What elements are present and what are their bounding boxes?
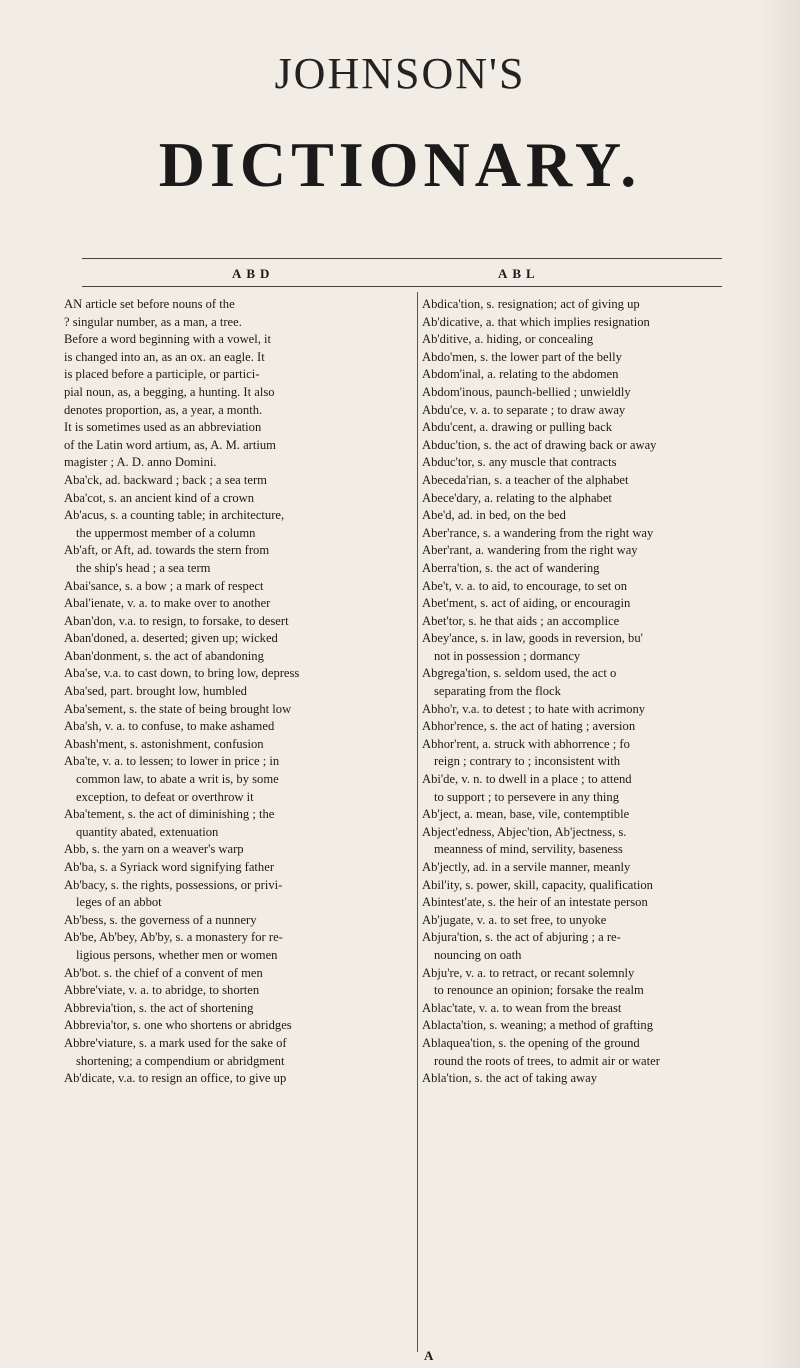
dictionary-entry: Ab'ba, s. a Syriack word signifying father	[64, 860, 275, 874]
entry-continuation: meanness of mind, servility, baseness	[434, 842, 623, 857]
dictionary-entry: Aba'sh, v. a. to confuse, to make ashamed	[64, 719, 275, 734]
dictionary-entry: Ablaquea'tion, s. the opening of the ground	[422, 1035, 640, 1050]
dictionary-entry: Ab'aft, or Aft, ad. towards the stern from	[64, 543, 270, 558]
dictionary-entry: Abho'r, v.a. to detest ; to hate with acrimony	[422, 701, 646, 716]
dictionary-entry: Aban'donment, s. the act of abandoning	[64, 648, 264, 663]
dictionary-entry: Abdom'inous, paunch-bellied ; unwieldly	[422, 384, 631, 399]
entry-continuation: the ship's head ; a sea term	[76, 560, 211, 575]
dictionary-entry: Aba'ck, ad. backward ; back ; a sea term	[64, 472, 267, 487]
dictionary-entry: Abject'edness, Abjec'tion, Ab'jectness, s.	[422, 824, 627, 839]
dictionary-entry: Aba'sed, part. brought low, humbled	[64, 684, 247, 699]
dictionary-entry: Abe't, v. a. to aid, to encourage, to set on	[422, 578, 627, 593]
dictionary-entry: Abash'ment, s. astonishment, confusion	[64, 736, 264, 751]
dictionary-entry: Ab'bacy, s. the rights, possessions, or privi-	[64, 877, 283, 892]
dictionary-entry: Abbre'viature, s. a mark used for the sake of	[64, 1035, 287, 1050]
entry-continuation: shortening; a compendium or abridgment	[76, 1053, 285, 1068]
dictionary-entry: Abju're, v. a. to retract, or recant solemnly	[422, 965, 635, 980]
entry-continuation: leges of an abbot	[76, 895, 162, 910]
entry-continuation: round the roots of trees, to admit air or water	[434, 1053, 660, 1068]
dictionary-entry: Abla'tion, s. the act of taking away	[422, 1071, 598, 1086]
left-column	[64, 296, 414, 1088]
dictionary-entry: Ablac'tate, v. a. to wean from the breast	[422, 1000, 622, 1015]
dictionary-entry: Aber'rance, s. a wandering from the right way	[422, 525, 654, 540]
dictionary-entry: Ablacta'tion, s. weaning; a method of grafting	[422, 1018, 653, 1033]
dictionary-entry: magister ; A. D. anno Domini.	[64, 455, 217, 470]
title-dictionary: DICTIONARY.	[158, 129, 642, 200]
dictionary-entry: Abi'de, v. n. to dwell in a place ; to attend	[422, 772, 632, 787]
dictionary-entry: Abet'ment, s. act of aiding, or encouragin	[422, 596, 631, 611]
dictionary-entry: Abece'dary, a. relating to the alphabet	[422, 490, 612, 505]
entry-continuation: quantity abated, extenuation	[76, 824, 219, 839]
dictionary-entry: Abdica'tion, s. resignation; act of giving up	[422, 297, 640, 311]
column-divider	[417, 292, 418, 1352]
dictionary-entry: ? singular number, as a man, a tree.	[64, 314, 242, 329]
dictionary-entry: Aba'te, v. a. to lessen; to lower in price ; in	[64, 754, 280, 769]
dictionary-entry: Ab'ditive, a. hiding, or concealing	[422, 332, 594, 347]
right-column	[422, 296, 754, 1088]
dictionary-entry: Aber'rant, a. wandering from the right way	[422, 543, 638, 558]
dictionary-entry: Abduc'tion, s. the act of drawing back or away	[422, 437, 657, 452]
dictionary-entry: Ab'be, Ab'bey, Ab'by, s. a monastery for re-	[64, 930, 283, 945]
dictionary-entry: Aba'se, v.a. to cast down, to bring low, depress	[64, 666, 300, 681]
entry-continuation: separating from the flock	[434, 684, 561, 699]
entry-continuation: exception, to defeat or overthrow it	[76, 789, 254, 804]
dictionary-entry: Ab'bess, s. the governess of a nunnery	[64, 912, 257, 927]
dictionary-entry: Ab'dicate, v.a. to resign an office, to give up	[64, 1071, 287, 1086]
dictionary-entry: Abhor'rence, s. the act of hating ; aversion	[422, 719, 636, 734]
entry-continuation: reign ; contrary to ; inconsistent with	[434, 754, 621, 769]
dictionary-entry: Abal'ienate, v. a. to make over to another	[64, 596, 271, 611]
dictionary-entry: Abeceda'rian, s. a teacher of the alphabet	[422, 472, 629, 487]
dictionary-entry: Abhor'rent, a. struck with abhorrence ; fo	[422, 736, 630, 751]
entry-continuation: to support ; to persevere in any thing	[434, 789, 620, 804]
title-johnsons: JOHNSON'S	[274, 49, 526, 98]
dictionary-entry: Aban'don, v.a. to resign, to forsake, to desert	[64, 613, 289, 628]
dictionary-entry: is changed into an, as an ox. an eagle. It	[64, 349, 265, 364]
entry-continuation: not in possession ; dormancy	[434, 648, 581, 663]
dictionary-entry: pial noun, as, a begging, a hunting. It also	[64, 384, 275, 399]
dictionary-entry: Before a word beginning with a vowel, it	[64, 332, 272, 347]
top-rule	[82, 258, 722, 259]
dictionary-entry: Ab'bot. s. the chief of a convent of men	[64, 965, 263, 980]
page-edge-shadow	[760, 0, 800, 1368]
dictionary-entry: It is sometimes used as an abbreviation	[64, 420, 262, 435]
dictionary-entry: of the Latin word artium, as, A. M. artium	[64, 437, 276, 452]
signature-mark: A	[424, 1348, 434, 1363]
dictionary-entry: Abai'sance, s. a bow ; a mark of respect	[64, 578, 264, 593]
entry-continuation: ligious persons, whether men or women	[76, 947, 278, 962]
running-head-right: ABL	[498, 266, 540, 281]
dictionary-entry: Aberra'tion, s. the act of wandering	[422, 560, 600, 575]
entry-continuation: the uppermost member of a column	[76, 525, 256, 540]
dictionary-entry: Abet'tor, s. he that aids ; an accomplice	[422, 613, 620, 628]
dictionary-entry: Abdom'inal, a. relating to the abdomen	[422, 367, 619, 382]
dictionary-entry: Aban'doned, a. deserted; given up; wicked	[64, 631, 278, 646]
dictionary-entry: Abb, s. the yarn on a weaver's warp	[64, 842, 244, 857]
header-rule	[82, 286, 722, 287]
dictionary-entry: Abil'ity, s. power, skill, capacity, qualification	[422, 877, 653, 892]
dictionary-entry: Ab'ject, a. mean, base, vile, contemptible	[422, 807, 630, 822]
dictionary-entry: denotes proportion, as, a year, a month.	[64, 402, 263, 417]
dictionary-entry: Aba'cot, s. an ancient kind of a crown	[64, 490, 255, 505]
dictionary-entry: Abbrevia'tor, s. one who shortens or abridges	[64, 1018, 292, 1033]
dictionary-entry: AN article set before nouns of the	[64, 297, 235, 311]
dictionary-entry: Ab'jectly, ad. in a servile manner, meanly	[422, 860, 631, 874]
dictionary-entry: is placed before a participle, or partici-	[64, 367, 260, 382]
dictionary-entry: Abintest'ate, s. the heir of an intestate person	[422, 895, 648, 910]
dictionary-entry: Abbrevia'tion, s. the act of shortening	[64, 1000, 254, 1015]
dictionary-entry: Ab'dicative, a. that which implies resignation	[422, 314, 650, 329]
dictionary-entry: Aba'sement, s. the state of being brought low	[64, 701, 292, 716]
dictionary-entry: Abdu'ce, v. a. to separate ; to draw away	[422, 402, 626, 417]
entry-continuation: common law, to abate a writ is, by some	[76, 772, 279, 787]
dictionary-entry: Abbre'viate, v. a. to abridge, to shorten	[64, 983, 260, 998]
dictionary-entry: Abgrega'tion, s. seldom used, the act o	[422, 666, 617, 681]
running-head-left: ABD	[232, 266, 275, 281]
dictionary-entry: Abdu'cent, a. drawing or pulling back	[422, 420, 613, 435]
dictionary-entry: Ab'jugate, v. a. to set free, to unyoke	[422, 912, 607, 927]
dictionary-entry: Abe'd, ad. in bed, on the bed	[422, 508, 566, 523]
dictionary-entry: Abduc'tor, s. any muscle that contracts	[422, 455, 617, 470]
entry-continuation: to renounce an opinion; forsake the realm	[434, 983, 644, 998]
dictionary-entry: Abjura'tion, s. the act of abjuring ; a re-	[422, 930, 621, 945]
dictionary-entry: Abey'ance, s. in law, goods in reversion, bu'	[422, 631, 643, 646]
dictionary-entry: Aba'tement, s. the act of diminishing ; the	[64, 807, 275, 822]
dictionary-entry: Abdo'men, s. the lower part of the belly	[422, 349, 622, 364]
dictionary-entry: Ab'acus, s. a counting table; in architecture,	[64, 508, 285, 523]
entry-continuation: nouncing on oath	[434, 947, 522, 962]
